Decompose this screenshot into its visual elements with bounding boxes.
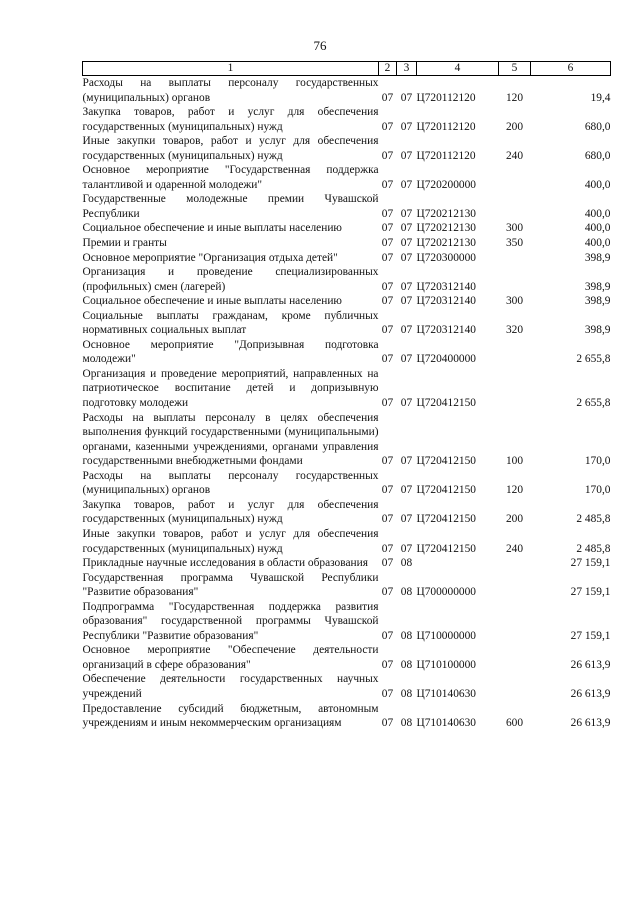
- row-name: Прикладные научные исследования в области образования: [82, 557, 368, 570]
- table-row: [83, 367, 611, 411]
- table-row: [83, 527, 611, 556]
- table-row: [83, 294, 611, 309]
- row-name: Обеспечение деятельности государственных научных учреждений: [82, 673, 379, 700]
- row-subsection: 07: [400, 397, 413, 410]
- row-section: 07: [381, 120, 394, 133]
- row-name: Предоставление субсидий бюджетным, автономным учреждениям и иным некоммерческим организациям: [82, 702, 379, 730]
- row-expense-type: [499, 600, 531, 644]
- table-row: [83, 105, 611, 134]
- row-subsection: 08: [400, 629, 413, 642]
- row-name: Основное мероприятие "Государственная поддержка талантливой и одаренной молодежи": [82, 164, 379, 191]
- row-section: 07: [381, 513, 394, 526]
- row-name: Расходы на выплаты персоналу в целях обеспечения выполнения функций государственными (муниципальными) органами, казенными учреждениями, органами управления государственными внебюджетными фондами: [82, 411, 379, 468]
- row-target-code: Ц720412150: [416, 513, 476, 526]
- row-amount: 398,9: [584, 295, 611, 308]
- row-expense-type: [499, 251, 531, 266]
- row-expense-type: 240: [505, 542, 524, 555]
- row-amount: 400,0: [584, 207, 611, 220]
- row-amount: 2 485,8: [576, 513, 611, 526]
- row-name: Организация и проведение специализированных (профильных) смен (лагерей): [82, 266, 379, 293]
- row-name: Иные закупки товаров, работ и услуг для обеспечения государственных (муниципальных) нужд: [82, 135, 379, 162]
- row-target-code: Ц710140630: [416, 717, 476, 730]
- row-expense-type: 600: [505, 717, 524, 730]
- row-name: Подпрограмма "Государственная поддержка развития образования" государственной программы Чувашской Республики "Развитие образования": [82, 600, 379, 642]
- row-target-code: Ц720212130: [416, 237, 476, 250]
- row-expense-type: 200: [505, 120, 524, 133]
- row-section: 07: [381, 295, 394, 308]
- row-name: Социальное обеспечение и иные выплаты населению: [82, 295, 342, 308]
- row-expense-type: [499, 163, 531, 192]
- table-row: [83, 338, 611, 367]
- row-target-code: Ц720412150: [416, 397, 476, 410]
- row-amount: 680,0: [584, 149, 611, 162]
- table-row: [83, 498, 611, 527]
- row-target-code: [417, 556, 499, 571]
- row-name: Основное мероприятие "Обеспечение деятельности организаций в сфере образования": [82, 644, 379, 671]
- table-row: [83, 76, 611, 106]
- row-expense-type: 120: [505, 91, 524, 104]
- row-section: 07: [381, 586, 394, 599]
- row-name: Организация и проведение мероприятий, направленных на патриотическое воспитание детей и допризывную подготовку молодежи: [82, 367, 379, 410]
- row-name: Основное мероприятие "Организация отдыха детей": [82, 251, 338, 264]
- row-amount: 2 485,8: [576, 542, 611, 555]
- row-subsection: 08: [400, 717, 413, 730]
- row-subsection: 08: [400, 687, 413, 700]
- row-expense-type: [499, 556, 531, 571]
- row-subsection: 08: [400, 557, 413, 570]
- page-number: 76: [313, 38, 327, 53]
- row-expense-type: 320: [505, 324, 524, 337]
- row-section: 07: [381, 149, 394, 162]
- row-subsection: 07: [400, 207, 413, 220]
- row-target-code: Ц720112120: [416, 149, 476, 162]
- row-target-code: Ц720200000: [416, 178, 476, 191]
- row-name: Расходы на выплаты персоналу государственных (муниципальных) органов: [82, 469, 379, 497]
- row-section: 07: [381, 397, 394, 410]
- row-section: 07: [381, 222, 394, 235]
- row-expense-type: [499, 338, 531, 367]
- table-row: [83, 643, 611, 672]
- row-expense-type: 240: [505, 149, 524, 162]
- row-subsection: 07: [400, 91, 413, 104]
- row-target-code: Ц710140630: [416, 687, 476, 700]
- row-expense-type: [499, 672, 531, 701]
- row-subsection: 07: [400, 484, 413, 497]
- table-row: [83, 702, 611, 731]
- row-expense-type: [499, 643, 531, 672]
- row-target-code: Ц710100000: [416, 658, 476, 671]
- row-section: 07: [381, 237, 394, 250]
- header-col-2: 2: [379, 62, 397, 76]
- table-row: [83, 221, 611, 236]
- table-row: [83, 571, 611, 600]
- row-name: Закупка товаров, работ и услуг для обеспечения государственных (муниципальных) нужд: [82, 106, 379, 133]
- row-subsection: 07: [400, 353, 413, 366]
- row-target-code: Ц720212130: [416, 222, 476, 235]
- row-subsection: 07: [400, 455, 413, 468]
- row-section: 07: [381, 629, 394, 642]
- row-target-code: Ц720312140: [416, 324, 476, 337]
- row-amount: 26 613,9: [570, 717, 611, 730]
- row-amount: 170,0: [584, 455, 611, 468]
- table-row: [83, 134, 611, 163]
- row-amount: 27 159,1: [570, 557, 611, 570]
- table-row: [83, 411, 611, 469]
- table-row: [83, 672, 611, 701]
- row-name: Социальное обеспечение и иные выплаты населению: [82, 222, 342, 235]
- table-row: [83, 192, 611, 221]
- row-expense-type: [499, 367, 531, 411]
- header-col-1: 1: [83, 62, 379, 76]
- row-target-code: Ц720312140: [416, 280, 476, 293]
- row-section: 07: [381, 178, 394, 191]
- row-expense-type: 100: [505, 455, 524, 468]
- row-target-code: Ц710000000: [416, 629, 476, 642]
- row-name: Государственные молодежные премии Чувашской Республики: [82, 193, 379, 220]
- row-name: Иные закупки товаров, работ и услуг для обеспечения государственных (муниципальных) нужд: [82, 527, 379, 555]
- table-header: [83, 62, 611, 76]
- table-row: [83, 163, 611, 192]
- row-subsection: 07: [400, 237, 413, 250]
- row-amount: 2 655,8: [576, 397, 611, 410]
- row-expense-type: 120: [505, 484, 524, 497]
- row-target-code: Ц720300000: [416, 251, 476, 264]
- row-section: 07: [381, 91, 394, 104]
- row-target-code: Ц720312140: [416, 295, 476, 308]
- row-target-code: Ц720212130: [416, 207, 476, 220]
- row-section: 07: [381, 717, 394, 730]
- row-amount: 27 159,1: [570, 586, 611, 599]
- row-name: Расходы на выплаты персоналу государственных (муниципальных) органов: [82, 77, 379, 104]
- row-expense-type: 200: [505, 513, 524, 526]
- row-section: 07: [381, 280, 394, 293]
- table-row: [83, 600, 611, 644]
- row-amount: 26 613,9: [570, 687, 611, 700]
- row-section: 07: [381, 207, 394, 220]
- row-target-code: Ц720412150: [416, 542, 476, 555]
- row-section: 07: [381, 687, 394, 700]
- row-expense-type: 300: [505, 295, 524, 308]
- budget-table: [82, 61, 611, 731]
- header-col-3: 3: [397, 62, 417, 76]
- row-amount: 400,0: [584, 178, 611, 191]
- row-amount: 400,0: [584, 222, 611, 235]
- row-amount: 400,0: [584, 237, 611, 250]
- row-amount: 398,9: [584, 251, 611, 264]
- row-section: 07: [381, 251, 394, 264]
- row-amount: 398,9: [584, 324, 611, 337]
- table-row: [83, 251, 611, 266]
- row-target-code: Ц720412150: [416, 455, 476, 468]
- header-col-5: 5: [499, 62, 531, 76]
- row-subsection: 07: [400, 149, 413, 162]
- row-subsection: 08: [400, 658, 413, 671]
- header-row: [83, 62, 611, 76]
- row-subsection: 07: [400, 280, 413, 293]
- row-target-code: Ц700000000: [416, 586, 476, 599]
- row-amount: 680,0: [584, 120, 611, 133]
- table-row: [83, 236, 611, 251]
- row-amount: 19,4: [590, 91, 611, 104]
- row-subsection: 07: [400, 513, 413, 526]
- row-section: 07: [381, 324, 394, 337]
- header-col-4: 4: [417, 62, 499, 76]
- row-subsection: 07: [400, 295, 413, 308]
- row-subsection: 07: [400, 222, 413, 235]
- table-body: [83, 76, 611, 731]
- row-amount: 27 159,1: [570, 629, 611, 642]
- row-expense-type: 300: [505, 222, 524, 235]
- table-row: [83, 556, 611, 571]
- header-col-6: 6: [531, 62, 611, 76]
- table-row: [83, 309, 611, 338]
- row-amount: 170,0: [584, 484, 611, 497]
- row-expense-type: [499, 265, 531, 294]
- row-section: 07: [381, 353, 394, 366]
- row-name: Премии и гранты: [82, 237, 167, 250]
- row-target-code: Ц720412150: [416, 484, 476, 497]
- row-subsection: 07: [400, 324, 413, 337]
- row-amount: 2 655,8: [576, 353, 611, 366]
- row-section: 07: [381, 542, 394, 555]
- row-subsection: 07: [400, 178, 413, 191]
- row-name: Основное мероприятие "Допризывная подготовка молодежи": [82, 338, 379, 366]
- row-name: Государственная программа Чувашской Республики "Развитие образования": [82, 571, 379, 599]
- row-expense-type: [499, 192, 531, 221]
- row-amount: 398,9: [584, 280, 611, 293]
- row-subsection: 07: [400, 542, 413, 555]
- row-name: Закупка товаров, работ и услуг для обеспечения государственных (муниципальных) нужд: [82, 498, 379, 526]
- row-section: 07: [381, 484, 394, 497]
- row-amount: 26 613,9: [570, 658, 611, 671]
- row-subsection: 07: [400, 251, 413, 264]
- row-subsection: 08: [400, 586, 413, 599]
- table-row: [83, 469, 611, 498]
- row-name: Социальные выплаты гражданам, кроме публичных нормативных социальных выплат: [82, 309, 379, 337]
- table-row: [83, 265, 611, 294]
- row-section: 07: [381, 658, 394, 671]
- row-target-code: Ц720112120: [416, 120, 476, 133]
- row-subsection: 07: [400, 120, 413, 133]
- row-expense-type: [499, 571, 531, 600]
- row-section: 07: [381, 455, 394, 468]
- row-expense-type: 350: [505, 237, 524, 250]
- row-section: 07: [381, 557, 394, 570]
- row-target-code: Ц720400000: [416, 353, 476, 366]
- row-target-code: Ц720112120: [416, 91, 476, 104]
